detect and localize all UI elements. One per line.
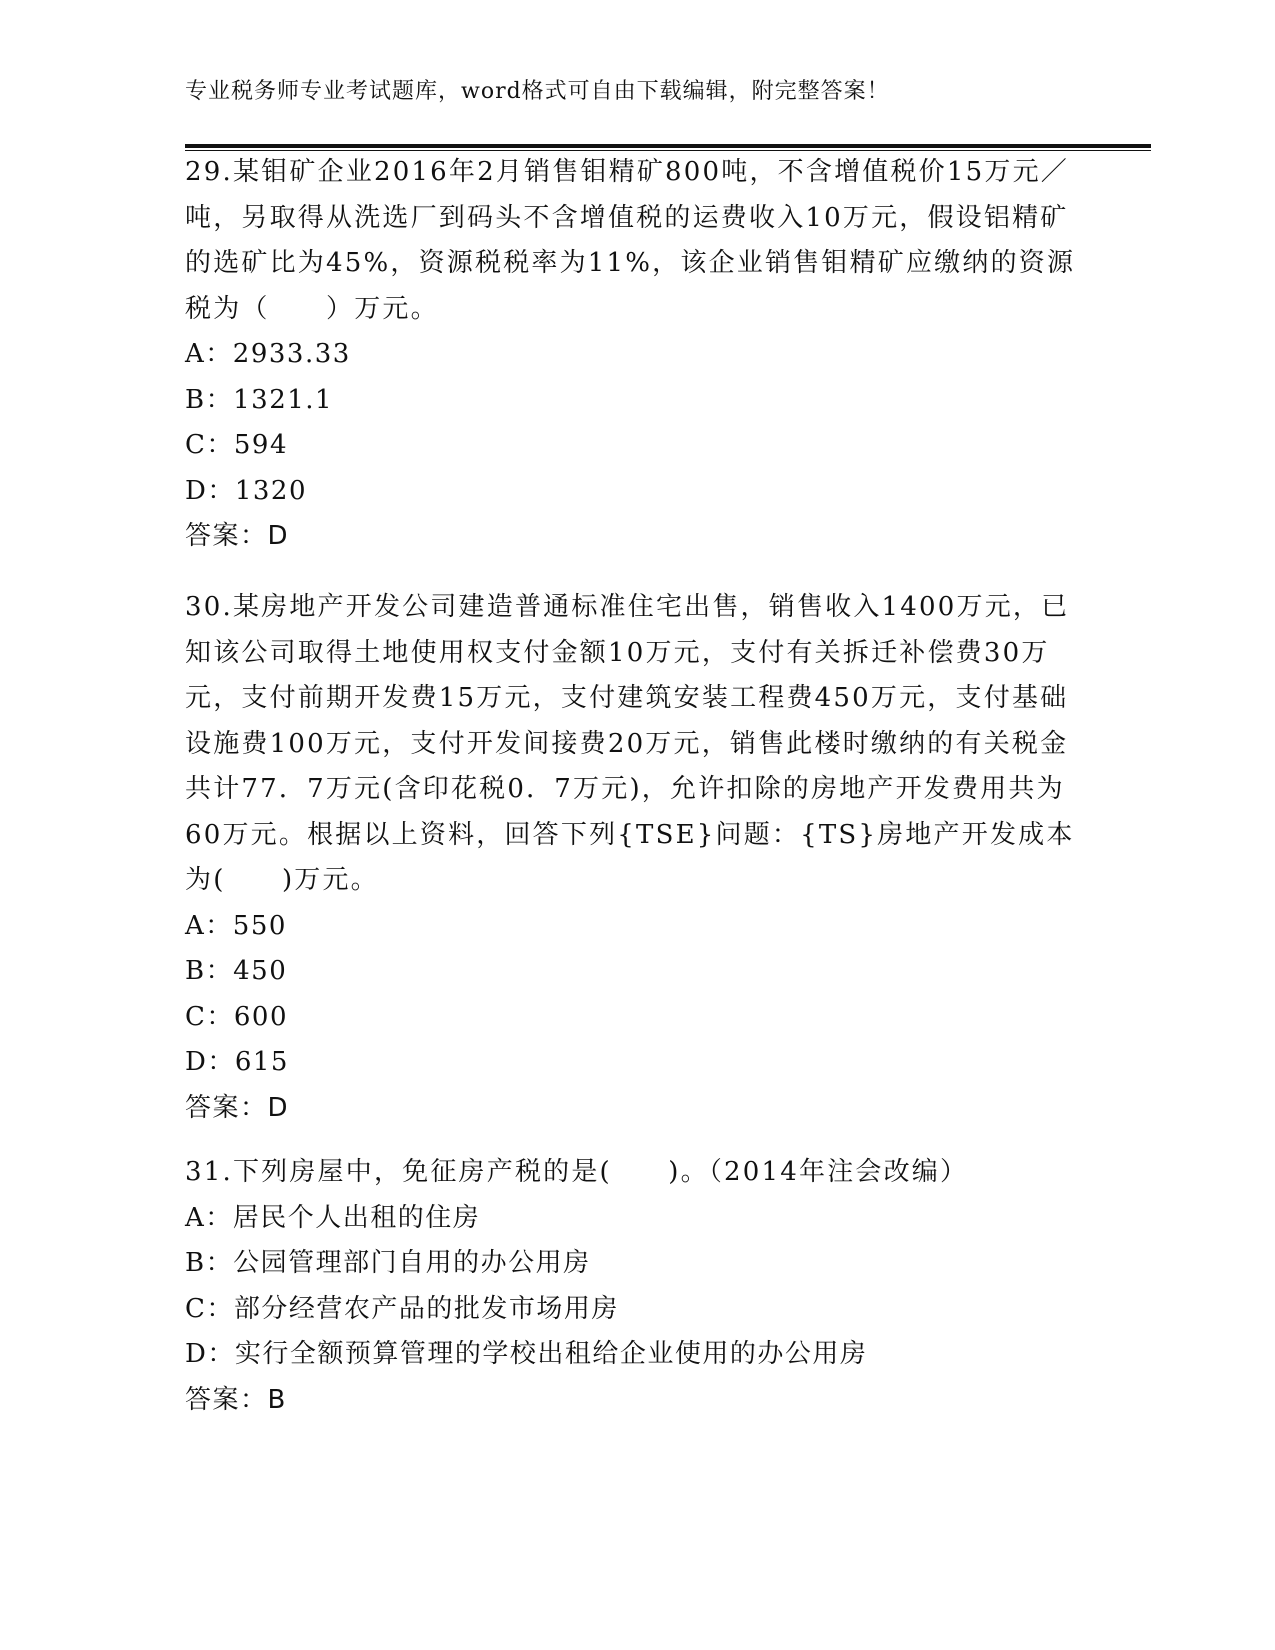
question-text: 30.某房地产开发公司建造普通标准住宅出售，销售收入1400万元，已知该公司取得土地使用权支付金额10万元，支付有关拆迁补偿费30万元，支付前期开发费15万元，支付建筑安装工程费450万元，支付基础设施费100万元，支付开发间接费20万元，销售此楼时缴纳的有关税金共计77．7万元(含印花税0．7万元)，允许扣除的房地产开发费用共为60万元。根据以上资料，回答下列{TSE}问题：{TS}房地产开发成本为( )万元。 (185, 592, 1075, 895)
question-31 (185, 1150, 1085, 1423)
header-divider (185, 144, 1151, 148)
question-text: 29.某钼矿企业2016年2月销售钼精矿800吨，不含增值税价15万元／吨，另取得从洗选厂到码头不含增值税的运费收入10万元，假设铝精矿的选矿比为45%，资源税税率为11%，该企业销售钼精矿应缴纳的资源税为（ ）万元。 (185, 157, 1076, 324)
option-b: B：公园管理部门自用的办公用房 (185, 1248, 591, 1278)
answer: 答案：D (185, 1092, 290, 1123)
option-c: C：部分经营农产品的批发市场用房 (185, 1293, 619, 1324)
question-29 (185, 150, 1085, 560)
option-a: A：居民个人出租的住房 (185, 1202, 481, 1233)
option-b: B：450 (185, 956, 288, 986)
option-d: D：1320 (185, 475, 308, 506)
question-30 (185, 585, 1085, 1131)
option-d: D：615 (185, 1047, 289, 1077)
page-header: 专业税务师专业考试题库，word格式可自由下载编辑，附完整答案！ (185, 79, 890, 104)
option-b: B：1321.1 (185, 384, 334, 415)
option-c: C：600 (185, 1001, 289, 1032)
answer: 答案：B (185, 1384, 287, 1415)
option-d: D：实行全额预算管理的学校出租给企业使用的办公用房 (185, 1339, 868, 1369)
question-text: 31.下列房屋中，免征房产税的是( )。（2014年注会改编） (185, 1157, 969, 1187)
option-a: A：2933.33 (185, 339, 351, 369)
option-c: C：594 (185, 430, 289, 460)
answer: 答案：D (185, 521, 290, 551)
option-a: A：550 (185, 910, 287, 941)
